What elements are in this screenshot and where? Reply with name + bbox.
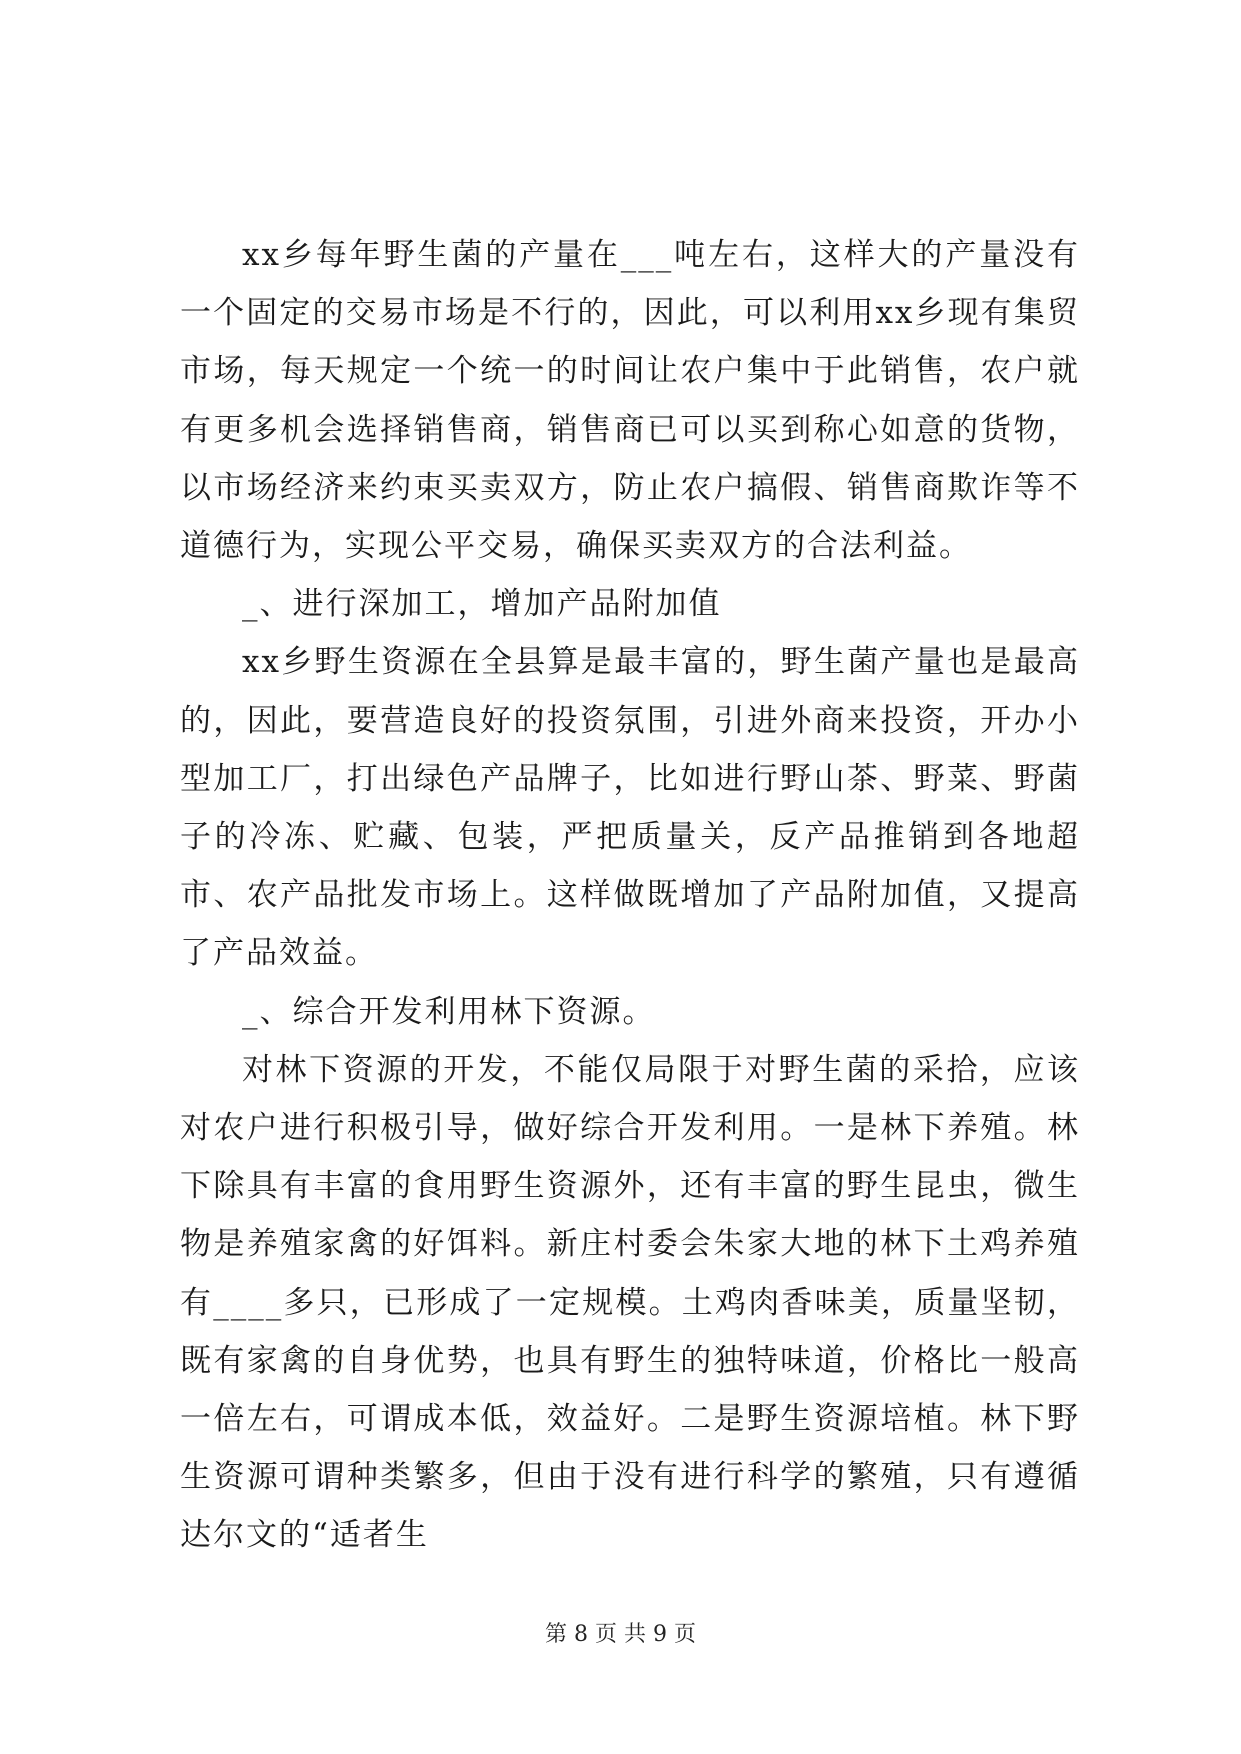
heading-forest-resources: _、综合开发利用林下资源。 bbox=[242, 993, 656, 1030]
page-number-footer: 第 8 页 共 9 页 bbox=[545, 1622, 696, 1647]
paragraph-processing: xx乡野生资源在全县算是最丰富的，野生菌产量也是最高的，因此，要营造良好的投资氛围，引进外商来投资，开办小型加工厂，打出绿色产品牌子，比如进行野山茶、野菜、野菌子的冷冻、贮藏、包装，严把质量关，反产品推销到各地超市、农产品批发市场上。这样做既增加了产品附加值，又提高了产品效益。 bbox=[180, 644, 1080, 972]
heading-deep-processing: _、进行深加工，增加产品附加值 bbox=[242, 586, 722, 623]
document-body bbox=[180, 226, 1080, 1565]
paragraph-forest-development: 对林下资源的开发，不能仅局限于对野生菌的采拾，应该对农户进行积极引导，做好综合开发利用。一是林下养殖。林下除具有丰富的食用野生资源外，还有丰富的野生昆虫，微生物是养殖家禽的好饵料。新庄村委会朱家大地的林下土鸡养殖有____多只，已形成了一定规模。土鸡肉香味美，质量坚韧，既有家禽的自身优势，也具有野生的独特味道，价格比一般高一倍左右，可谓成本低，效益好。二是野生资源培植。林下野生资源可谓种类繁多，但由于没有进行科学的繁殖，只有遵循达尔文的“适者生 bbox=[180, 1051, 1080, 1554]
paragraph-market: xx乡每年野生菌的产量在___吨左右，这样大的产量没有一个固定的交易市场是不行的，因此，可以利用xx乡现有集贸市场，每天规定一个统一的时间让农户集中于此销售，农户就有更多机会选择销售商，销售商已可以买到称心如意的货物，以市场经济来约束买卖双方，防止农户搞假、销售商欺诈等不道德行为，实现公平交易，确保买卖双方的合法利益。 bbox=[180, 237, 1080, 565]
